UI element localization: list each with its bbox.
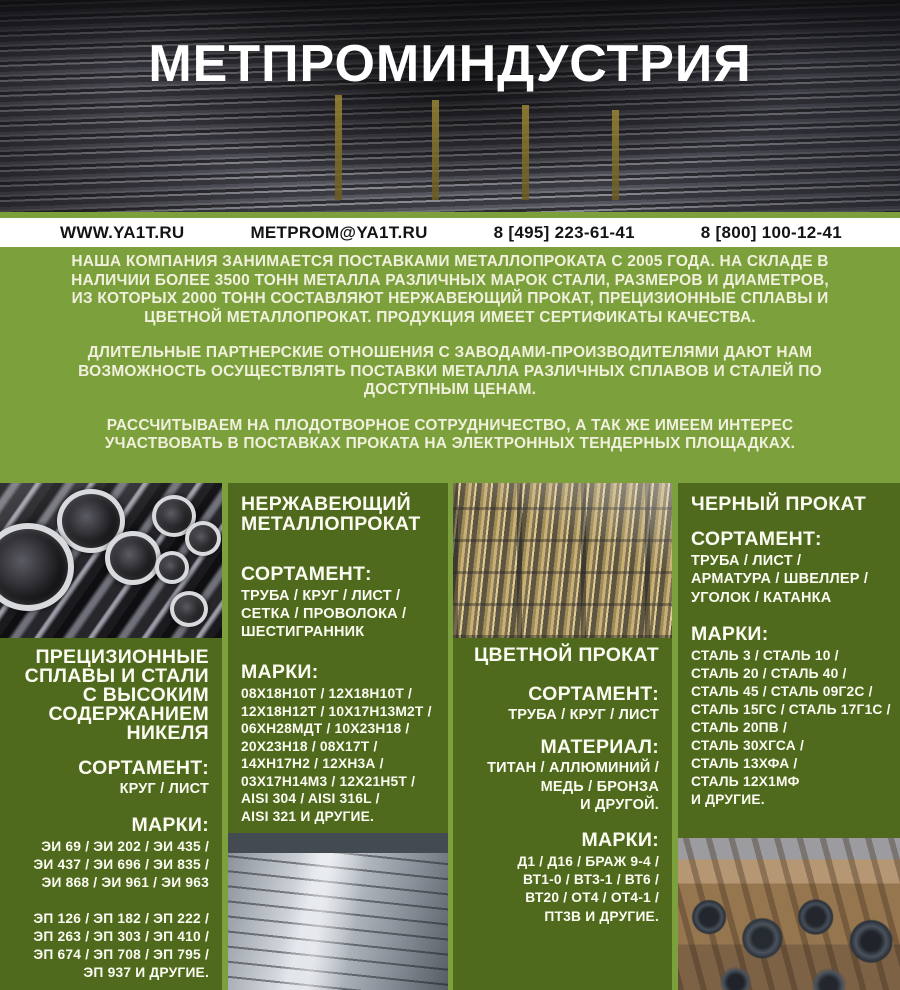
- section-title: [459, 646, 659, 666]
- text-line: 06ХН28МДТ / 10Х23Н18 /: [241, 721, 410, 736]
- text-line: УЧАСТВОВАТЬ В ПОСТАВКАХ ПРОКАТА НА ЭЛЕКТРОННЫХ ТЕНДЕРНЫХ ПЛОЩАДКАХ.: [104, 435, 796, 452]
- pipe-end: [155, 551, 189, 584]
- text-line: ДОСТУПНЫМ ЦЕНАМ.: [363, 381, 537, 398]
- text-line: 20Х23Н18 / 08Х17Т /: [241, 738, 378, 754]
- warehouse-post: [335, 95, 342, 200]
- intro-paragraph-3: [0, 417, 900, 454]
- text-line: 14ХН17Н2 / 12ХН3А /: [241, 756, 384, 771]
- text-line: ЧЕРНЫЙ ПРОКАТ: [691, 493, 867, 515]
- phone-tollfree-text: 8 [800] 100-12-41: [700, 222, 842, 242]
- section-title: [691, 495, 894, 515]
- text-line: СОДЕРЖАНИЕМ: [48, 703, 209, 725]
- text-line: СЕТКА / ПРОВОЛОКА /: [241, 606, 407, 622]
- website-text: WWW.YA1T.RU: [60, 222, 185, 242]
- text-line: ТИТАН / АЛЛЮМИНИЙ /: [487, 760, 659, 776]
- text-line: ЭП 263 / ЭП 303 / ЭП 410 /: [33, 929, 209, 944]
- warehouse-post: [522, 105, 529, 200]
- hero-warehouse-photo: [0, 0, 900, 212]
- material-list: [459, 759, 659, 815]
- text-line: СТАЛЬ 15ГС / СТАЛЬ 17Г1С /: [691, 702, 891, 717]
- text-line: СТАЛЬ 45 / СТАЛЬ 09Г2С /: [691, 684, 873, 699]
- text-line: НАША КОМПАНИЯ ЗАНИМАЕТСЯ ПОСТАВКАМИ МЕТАЛЛОПРОКАТА С 2005 ГОДА. НА СКЛАДЕ В: [71, 253, 829, 270]
- marks-ep-list: [8, 910, 209, 982]
- section-nonferrous: [453, 638, 672, 990]
- text-line: И ДРУГОЙ.: [580, 797, 659, 813]
- brass-rods-rack-photo: [453, 483, 672, 638]
- text-line: МЕТАЛЛОПРОКАТ: [241, 512, 421, 535]
- company-title: МЕТПРОМИНДУСТРИЯ: [148, 35, 752, 93]
- material-label: МАТЕРИАЛ:: [540, 736, 659, 758]
- text-line: УГОЛОК / КАТАНКА: [691, 589, 832, 606]
- wire-coils-photo: [678, 838, 900, 990]
- text-line: СПЛАВЫ И СТАЛИ: [24, 665, 209, 687]
- contact-bar: [0, 218, 900, 247]
- sortament-label: СОРТАМЕНТ:: [241, 563, 372, 585]
- section-precision-alloys: [0, 638, 222, 990]
- text-line: AISI 304 / AISI 316L /: [241, 791, 380, 806]
- text-line: С ВЫСОКИМ: [82, 684, 209, 706]
- text-line: ЦВЕТНОЙ МЕТАЛЛОПРОКАТ. ПРОДУКЦИЯ ИМЕЕТ СЕРТИФИКАТЫ КАЧЕСТВА.: [144, 308, 756, 326]
- marks-label: МАРКИ:: [131, 814, 209, 836]
- text-line: ЦВЕТНОЙ ПРОКАТ: [474, 644, 659, 666]
- text-line: КРУГ / ЛИСТ: [119, 781, 209, 797]
- intro-paragraph-1: [0, 253, 900, 327]
- warehouse-post: [612, 110, 619, 200]
- marks-label: МАРКИ:: [241, 661, 319, 683]
- text-line: МЕДЬ / БРОНЗА: [540, 778, 659, 795]
- marks-list: [459, 853, 659, 927]
- text-line: ИЗ КОТОРЫХ 2000 ТОНН СОСТАВЛЯЮТ НЕРЖАВЕЮЩИЙ ПРОКАТ, ПРЕЦИЗИОННЫЕ СПЛАВЫ И: [71, 290, 829, 307]
- metal-sheets-photo: [228, 833, 448, 990]
- steel-pipes-closeup-photo: [0, 483, 222, 638]
- section-stainless: [228, 483, 448, 833]
- text-line: НАЛИЧИИ БОЛЕЕ 3500 ТОНН МЕТАЛЛА РАЗЛИЧНЫХ МАРОК СТАЛИ, РАЗМЕРОВ И ДИАМЕТРОВ,: [71, 271, 829, 289]
- sortament-list: [459, 706, 659, 725]
- text-line: ВТ1-0 / ВТ3-1 / ВТ6 /: [522, 871, 659, 887]
- marks-list: [241, 685, 442, 825]
- intro-paragraph-2: [0, 344, 900, 400]
- sortament-list: [691, 552, 894, 608]
- text-line: СТАЛЬ 3 / СТАЛЬ 10 /: [691, 648, 839, 663]
- phone-moscow-text: 8 [495] 223-61-41: [493, 222, 635, 242]
- text-line: СТАЛЬ 20ПВ /: [691, 720, 788, 735]
- text-line: ЭИ 69 / ЭИ 202 / ЭИ 435 /: [41, 839, 209, 854]
- text-line: ТРУБА / КРУГ / ЛИСТ /: [241, 588, 401, 604]
- text-line: РАССЧИТЫВАЕМ НА ПЛОДОТВОРНОЕ СОТРУДНИЧЕСТВО, А ТАК ЖЕ ИМЕЕМ ИНТЕРЕС: [106, 416, 794, 434]
- text-line: НЕРЖАВЕЮЩИЙ: [241, 493, 411, 515]
- section-title: [8, 648, 209, 743]
- text-line: НИКЕЛЯ: [126, 722, 209, 744]
- marks-list: [691, 647, 894, 809]
- text-line: ПТ3В И ДРУГИЕ.: [544, 908, 659, 924]
- text-line: Д1 / Д16 / БРАЖ 9-4 /: [517, 853, 659, 869]
- text-line: АРМАТУРА / ШВЕЛЛЕР /: [691, 571, 869, 587]
- text-line: ЭП 937 И ДРУГИЕ.: [83, 965, 209, 980]
- section-title: [241, 495, 442, 534]
- text-line: СТАЛЬ 12Х1МФ: [691, 774, 800, 789]
- marks-ei-list: [8, 838, 209, 892]
- text-line: ПРЕЦИЗИОННЫЕ: [35, 646, 209, 668]
- sortament-list: [241, 587, 442, 641]
- sortament-label: СОРТАМЕНТ:: [78, 757, 209, 779]
- pipe-end: [170, 591, 208, 627]
- text-line: 03Х17Н14М3 / 12Х21Н5Т /: [241, 773, 416, 789]
- sortament-list: [8, 780, 209, 799]
- text-line: СТАЛЬ 13ХФА /: [691, 756, 798, 771]
- text-line: ВОЗМОЖНОСТЬ ОСУЩЕСТВЛЯТЬ ПОСТАВКИ МЕТАЛЛА РАЗЛИЧНЫХ СПЛАВОВ И СТАЛЕЙ ПО: [78, 362, 822, 380]
- intro-text-block: [0, 253, 900, 471]
- sortament-label: СОРТАМЕНТ:: [528, 682, 659, 705]
- pipe-end: [105, 531, 161, 585]
- text-line: ЭИ 868 / ЭИ 961 / ЭИ 963: [41, 875, 209, 890]
- text-line: СТАЛЬ 20 / СТАЛЬ 40 /: [691, 666, 847, 681]
- text-line: ЭП 674 / ЭП 708 / ЭП 795 /: [33, 947, 209, 962]
- text-line: СТАЛЬ 30ХГСА /: [691, 738, 804, 753]
- text-line: AISI 321 И ДРУГИЕ.: [241, 808, 375, 824]
- warehouse-post: [432, 100, 439, 200]
- section-ferrous: [678, 483, 900, 838]
- marks-label: МАРКИ:: [581, 828, 659, 851]
- text-line: 12Х18Н12Т / 10Х17Н13М2Т /: [241, 703, 432, 719]
- pipe-end: [185, 521, 221, 556]
- text-line: ЭИ 437 / ЭИ 696 / ЭИ 835 /: [33, 857, 209, 872]
- text-line: ВТ20 / ОТ4 / ОТ4-1 /: [525, 890, 659, 906]
- text-line: ШЕСТИГРАННИК: [241, 624, 365, 640]
- text-line: ТРУБА / ЛИСТ /: [691, 552, 802, 569]
- text-line: И ДРУГИЕ.: [691, 792, 765, 807]
- sortament-label: СОРТАМЕНТ:: [691, 527, 822, 550]
- text-line: ТРУБА / КРУГ / ЛИСТ: [508, 706, 659, 723]
- marks-label: МАРКИ:: [691, 623, 769, 645]
- text-line: 08Х18Н10Т / 12Х18Н10Т /: [241, 686, 413, 701]
- email-text: METPROM@YA1T.RU: [250, 222, 428, 242]
- text-line: ЭП 126 / ЭП 182 / ЭП 222 /: [33, 911, 209, 926]
- text-line: ДЛИТЕЛЬНЫЕ ПАРТНЕРСКИЕ ОТНОШЕНИЯ С ЗАВОДАМИ-ПРОИЗВОДИТЕЛЯМИ ДАЮТ НАМ: [87, 344, 813, 361]
